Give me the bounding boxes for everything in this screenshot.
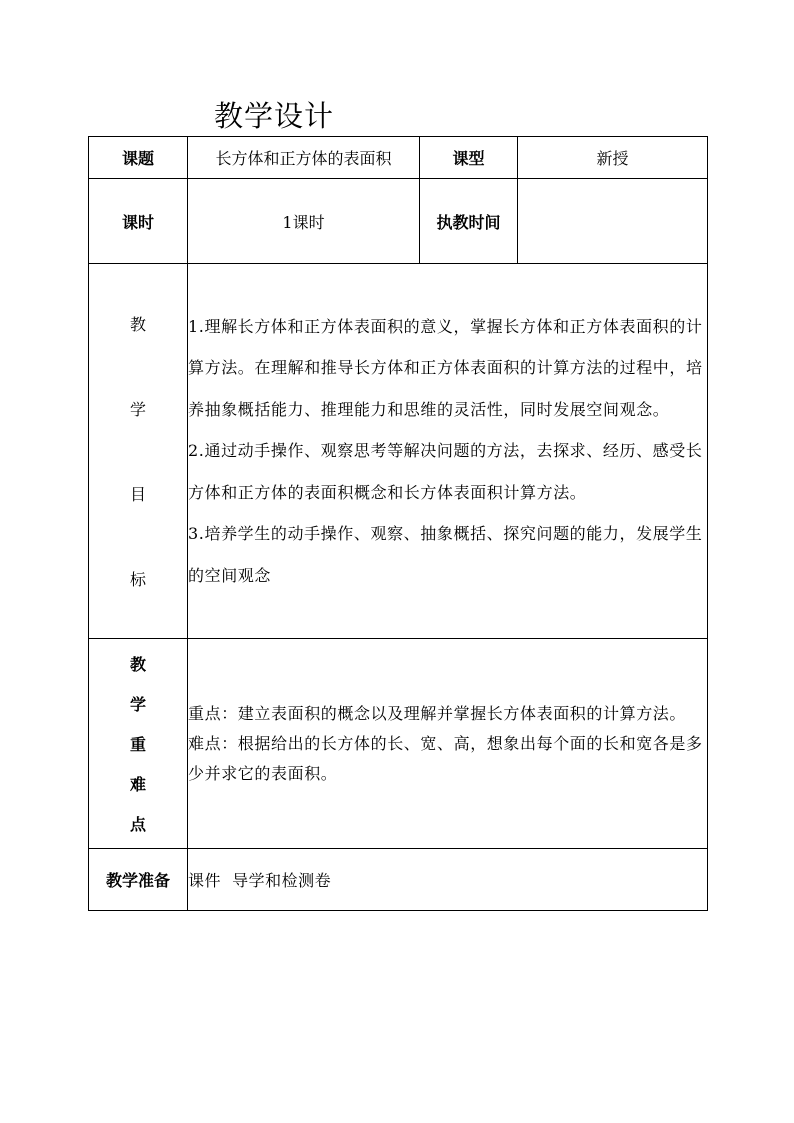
- document-title: 教学设计: [214, 99, 335, 133]
- table-row-topic: [89, 137, 708, 179]
- class-hours-label: 课时: [89, 179, 188, 264]
- table-row-focus: [89, 639, 708, 849]
- lesson-type-label: 课型: [420, 137, 518, 179]
- difficult-point-text: 难点：根据给出的长方体的长、宽、高，想象出每个面的长和宽各是多少并求它的表面积。: [188, 733, 703, 783]
- goals-label-char: 教: [129, 315, 146, 334]
- focus-label-char: 点: [129, 815, 146, 834]
- class-hours-value: 1课时: [188, 179, 420, 264]
- lesson-type-value: 新授: [518, 137, 708, 179]
- focus-label-char: 难: [129, 775, 146, 794]
- topic-label: 课题: [89, 137, 188, 179]
- focus-label-char: 重: [129, 735, 146, 754]
- focus-label-char: 学: [129, 695, 146, 714]
- table-row-goals: [89, 264, 708, 639]
- teaching-time-label: 执教时间: [420, 179, 518, 264]
- table-row-prep: [89, 849, 708, 911]
- teaching-goals-content: [188, 264, 708, 639]
- goals-label-char: 学: [129, 400, 146, 419]
- topic-value: 长方体和正方体的表面积: [188, 137, 420, 179]
- table-row-hours: [89, 179, 708, 264]
- key-point-text: 重点：建立表面积的概念以及理解并掌握长方体表面积的计算方法。: [188, 703, 687, 723]
- key-difficult-points-label: [89, 639, 188, 849]
- focus-label-char: 教: [129, 655, 146, 674]
- key-difficult-points-content: [188, 639, 708, 849]
- goal-item: 1.理解长方体和正方体表面积的意义，掌握长方体和正方体表面积的计算方法。在理解和推导长方体和正方体表面积的计算方法的过程中，培养抽象概括能力、推理能力和思维的灵活性，同时发展空间观念。: [188, 316, 703, 419]
- goals-label-char: 目: [129, 485, 146, 504]
- teaching-prep-value: 课件 导学和检测卷: [188, 849, 708, 911]
- goals-label-char: 标: [129, 570, 146, 589]
- teaching-time-value: [518, 179, 708, 264]
- goal-item: 2.通过动手操作、观察思考等解决问题的方法，去探求、经历、感受长方体和正方体的表面积概念和长方体表面积计算方法。: [188, 441, 703, 502]
- teaching-prep-label: 教学准备: [89, 849, 188, 911]
- teaching-goals-label: [89, 264, 188, 639]
- lesson-plan-table: [88, 136, 708, 911]
- goal-item: 3.培养学生的动手操作、观察、抽象概括、探究问题的能力，发展学生的空间观念: [188, 524, 703, 585]
